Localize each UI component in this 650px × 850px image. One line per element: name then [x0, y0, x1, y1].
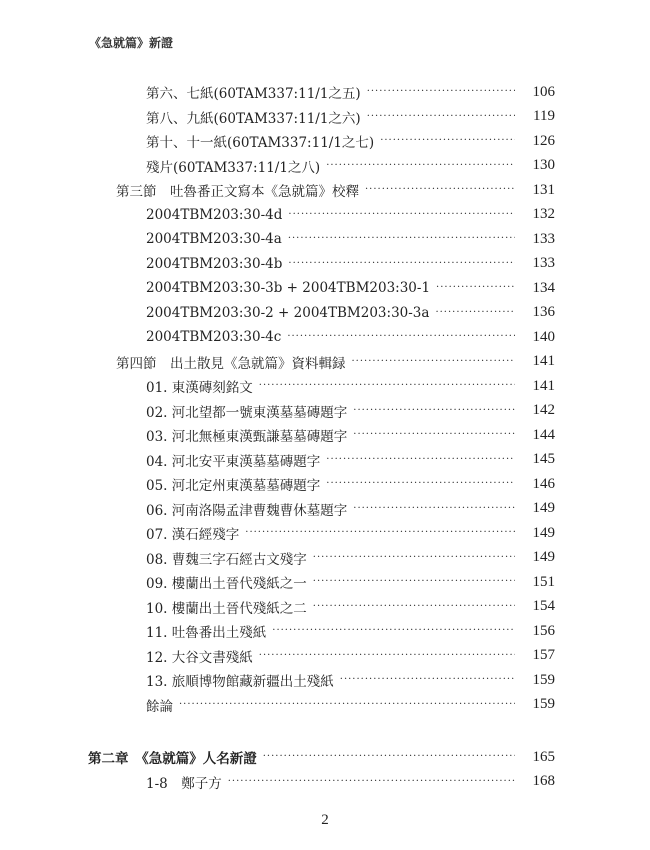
dot-leader — [288, 209, 515, 221]
toc-entry-title: 2004TBM203:30-2 + 2004TBM203:30-3a — [146, 305, 435, 321]
toc-entry — [146, 203, 555, 228]
dot-leader — [259, 650, 515, 662]
toc-entry-page: 140 — [532, 328, 555, 345]
toc-entry-page: 130 — [532, 157, 555, 174]
toc-entry — [146, 227, 555, 252]
toc-entry-title: 2004TBM203:30-4b — [146, 256, 288, 272]
toc-entry-page: 149 — [532, 549, 555, 566]
toc-entry-page: 146 — [532, 475, 555, 492]
toc-entry — [146, 693, 555, 718]
toc-section-entry — [116, 178, 555, 203]
toc-entry-page: 106 — [532, 83, 555, 100]
toc-entry-title: 13. 旅順博物館藏新疆出土殘紙 — [146, 670, 340, 690]
toc-entry-title: 第三節 吐魯番正文寫本《急就篇》校釋 — [116, 180, 365, 200]
toc-entry-page: 142 — [532, 402, 555, 419]
running-header: 《急就篇》新證 — [89, 36, 174, 50]
toc-entry-page: 126 — [532, 132, 555, 149]
dot-leader — [353, 429, 515, 441]
toc-entry-page: 149 — [532, 500, 555, 517]
dot-leader — [179, 699, 515, 711]
toc-entry — [146, 325, 555, 350]
toc-entry-title: 05. 河北定州東漢墓墓磚題字 — [146, 474, 326, 494]
toc-entry-title: 殘片(60TAM337:11/1之八) — [146, 156, 326, 176]
toc-entry-page: 159 — [532, 671, 555, 688]
dot-leader — [367, 111, 515, 123]
toc-entry — [146, 521, 555, 546]
toc-entry-title: 餘論 — [146, 695, 179, 715]
toc-entry-title: 10. 樓蘭出土晉代殘紙之二 — [146, 597, 313, 617]
toc-entry-title: 08. 曹魏三字石經古文殘字 — [146, 548, 313, 568]
toc-entry-title: 2004TBM203:30-3b + 2004TBM203:30-1 — [146, 280, 436, 296]
toc-entry-title: 第二章 《急就篇》人名新證 — [88, 747, 263, 767]
table-of-contents — [0, 80, 650, 794]
toc-entry — [146, 252, 555, 277]
dot-leader — [352, 356, 516, 368]
dot-leader — [288, 258, 515, 270]
toc-entry-title: 第八、九紙(60TAM337:11/1之六) — [146, 107, 367, 127]
toc-entry-page: 141 — [532, 377, 555, 394]
toc-entry-page: 154 — [532, 598, 555, 615]
toc-entry-title: 2004TBM203:30-4a — [146, 231, 288, 247]
dot-leader — [353, 405, 515, 417]
toc-entry-page: 157 — [532, 647, 555, 664]
toc-entry — [146, 546, 555, 571]
dot-leader — [228, 776, 515, 788]
toc-entry-page: 168 — [532, 773, 555, 790]
toc-entry — [146, 129, 555, 154]
toc-entry-page: 165 — [532, 748, 555, 765]
dot-leader — [313, 601, 515, 613]
toc-entry-title: 2004TBM203:30-4c — [146, 329, 287, 345]
toc-entry-page: 149 — [532, 524, 555, 541]
toc-entry-title: 1-8 鄭子方 — [146, 772, 228, 792]
dot-leader — [263, 751, 515, 763]
toc-entry-page: 144 — [532, 426, 555, 443]
dot-leader — [367, 86, 515, 98]
toc-entry-page: 145 — [532, 451, 555, 468]
dot-leader — [326, 454, 515, 466]
toc-entry-title: 2004TBM203:30-4d — [146, 207, 288, 223]
dot-leader — [313, 552, 515, 564]
toc-entry-page: 132 — [532, 206, 555, 223]
dot-leader — [340, 674, 515, 686]
dot-leader — [436, 282, 515, 294]
toc-entry-page: 133 — [532, 255, 555, 272]
toc-entry-title: 第四節 出土散見《急就篇》資料輯録 — [116, 352, 352, 372]
toc-section-entry — [116, 350, 555, 375]
dot-leader — [259, 380, 515, 392]
toc-entry — [146, 619, 555, 644]
toc-entry-title: 07. 漢石經殘字 — [146, 523, 245, 543]
toc-entry — [146, 472, 555, 497]
dot-leader — [288, 233, 515, 245]
dot-leader — [326, 160, 515, 172]
toc-entry — [146, 668, 555, 693]
dot-leader — [353, 503, 515, 515]
toc-entry — [146, 497, 555, 522]
toc-entry-title: 09. 樓蘭出土晉代殘紙之一 — [146, 572, 313, 592]
dot-leader — [272, 625, 515, 637]
toc-entry-page: 133 — [532, 230, 555, 247]
dot-leader — [380, 135, 515, 147]
toc-entry-page: 134 — [532, 279, 555, 296]
dot-leader — [326, 478, 515, 490]
toc-entry-page: 119 — [533, 108, 555, 125]
toc-entry-page: 131 — [532, 181, 555, 198]
toc-entry — [146, 644, 555, 669]
toc-entry-title: 第六、七紙(60TAM337:11/1之五) — [146, 82, 367, 102]
dot-leader — [287, 331, 515, 343]
toc-entry-title: 12. 大谷文書殘紙 — [146, 646, 259, 666]
toc-entry-page: 141 — [532, 353, 555, 370]
toc-entry — [146, 770, 555, 795]
dot-leader — [365, 184, 515, 196]
toc-entry — [146, 105, 555, 130]
page-number: 2 — [321, 812, 329, 828]
toc-entry — [146, 448, 555, 473]
toc-entry-page: 159 — [532, 696, 555, 713]
toc-entry — [146, 399, 555, 424]
toc-entry — [146, 570, 555, 595]
toc-entry — [146, 80, 555, 105]
toc-entry-page: 151 — [532, 573, 555, 590]
toc-entry-title: 01. 東漢磚刻銘文 — [146, 376, 259, 396]
toc-entry-page: 136 — [532, 304, 555, 321]
toc-entry — [146, 276, 555, 301]
toc-entry — [146, 154, 555, 179]
toc-entry — [146, 595, 555, 620]
toc-chapter-entry — [88, 745, 555, 770]
toc-entry-title: 06. 河南洛陽孟津曹魏曹休墓題字 — [146, 499, 353, 519]
toc-entry-title: 第十、十一紙(60TAM337:11/1之七) — [146, 131, 380, 151]
toc-entry-title: 03. 河北無極東漢甄謙墓墓磚題字 — [146, 425, 353, 445]
dot-leader — [313, 576, 515, 588]
toc-entry-title: 11. 吐魯番出土殘紙 — [146, 621, 272, 641]
toc-entry — [146, 374, 555, 399]
dot-leader — [245, 527, 515, 539]
toc-entry-page: 156 — [532, 622, 555, 639]
toc-entry — [146, 423, 555, 448]
toc-entry-title: 04. 河北安平東漢墓墓磚題字 — [146, 450, 326, 470]
toc-entry — [146, 301, 555, 326]
toc-entry-title: 02. 河北望都一號東漢墓墓磚題字 — [146, 401, 353, 421]
dot-leader — [435, 307, 515, 319]
